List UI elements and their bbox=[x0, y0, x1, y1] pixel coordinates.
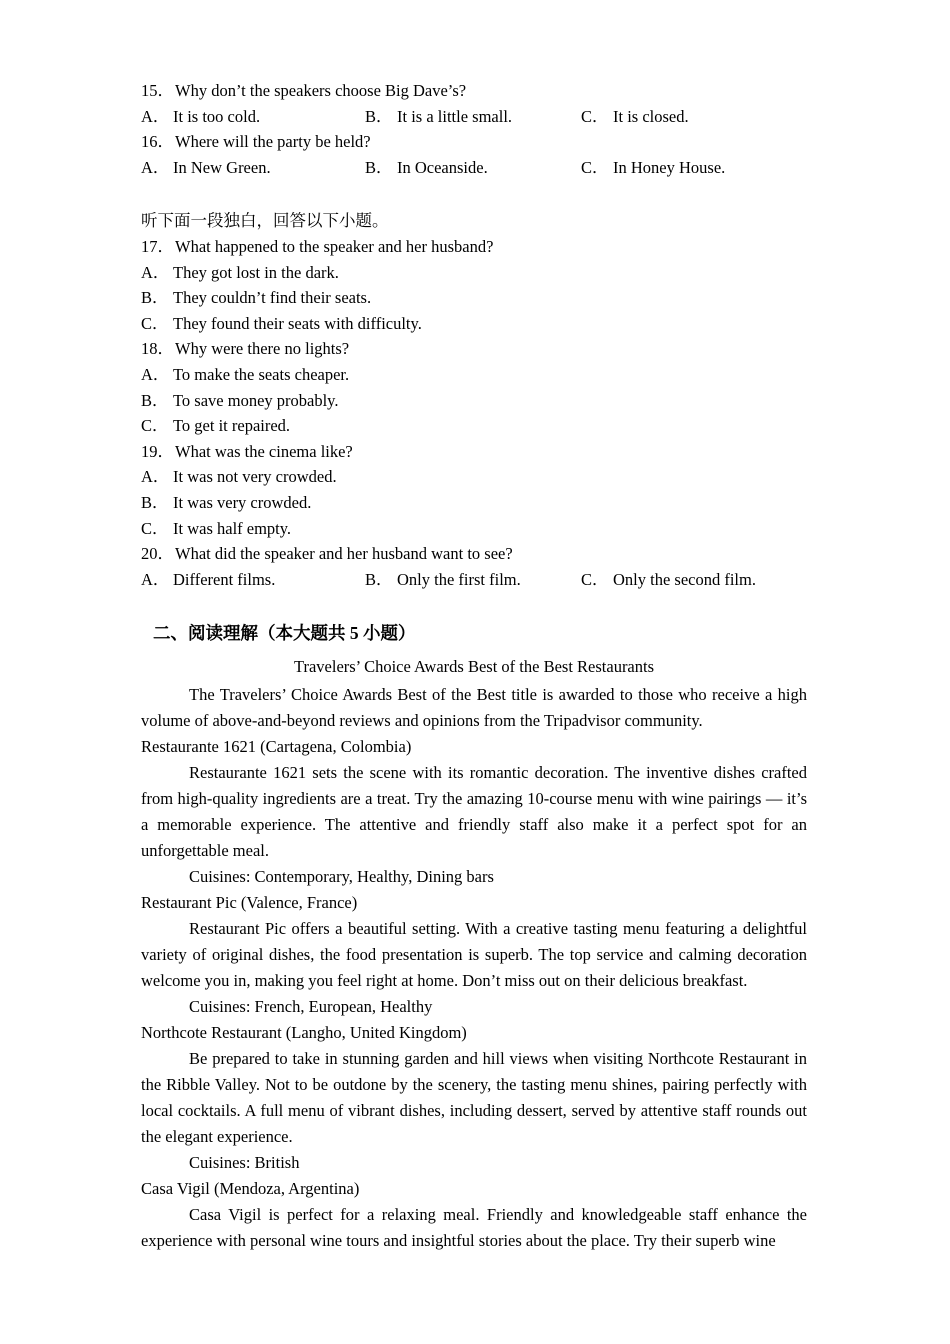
option-19-b[interactable]: B． It was very crowded. bbox=[141, 492, 312, 512]
option-17-b[interactable]: B． They couldn’t find their seats. bbox=[141, 288, 372, 308]
question-20-options bbox=[141, 567, 807, 593]
question-18-line bbox=[141, 336, 807, 362]
option-16-c[interactable]: C． In Honey House. bbox=[581, 157, 726, 177]
question-16-text: Where will the party be held? bbox=[175, 132, 371, 152]
restaurant-cuisines-1: Cuisines: Contemporary, Healthy, Dining bars bbox=[189, 867, 494, 887]
spacer-before-section bbox=[141, 592, 807, 614]
option-17-a[interactable]: A． They got lost in the dark. bbox=[141, 262, 339, 282]
option-18-a[interactable]: A． To make the seats cheaper. bbox=[141, 364, 350, 384]
question-18-text: Why were there no lights? bbox=[175, 339, 350, 359]
option-19-c[interactable]: C． It was half empty. bbox=[141, 518, 292, 538]
question-19-text: What was the cinema like? bbox=[175, 441, 353, 461]
restaurant-body-2: Restaurant Pic offers a beautiful setting. With a creative tasting menu featuring a delightful variety of original dishes, the food presentation is superb. The top service and calming decoration welcome you in, making you feel right at home. Don’t miss out on their delicious breakfast. bbox=[141, 919, 807, 991]
question-17-text: What happened to the speaker and her husband? bbox=[175, 236, 494, 256]
passage-intro: The Travelers’ Choice Awards Best of the Best title is awarded to those who receive a high volume of above-and-beyond reviews and opinions from the Tripadvisor community. bbox=[141, 685, 807, 731]
restaurant-heading-4: Casa Vigil (Mendoza, Argentina) bbox=[141, 1179, 360, 1199]
option-19-a[interactable]: A． It was not very crowded. bbox=[141, 467, 337, 487]
question-20-number: 20． bbox=[141, 544, 174, 564]
question-17-number: 17． bbox=[141, 236, 174, 256]
option-15-c[interactable]: C． It is closed. bbox=[581, 106, 689, 126]
question-15-line bbox=[141, 78, 807, 104]
question-15-text: Why don’t the speakers choose Big Dave’s? bbox=[175, 81, 467, 100]
question-17-line bbox=[141, 234, 807, 260]
section-heading-reading: 二、阅读理解（本大题共 5 小题） bbox=[153, 623, 416, 644]
page-content bbox=[141, 78, 807, 1254]
restaurant-cuisines-3: Cuisines: British bbox=[189, 1153, 300, 1173]
spacer-before-directive bbox=[141, 180, 807, 208]
option-15-a[interactable]: A． It is too cold. bbox=[141, 106, 261, 126]
question-16-line bbox=[141, 129, 807, 155]
question-18-number: 18． bbox=[141, 339, 174, 359]
question-16-number: 16． bbox=[141, 132, 174, 152]
restaurant-heading-2: Restaurant Pic (Valence, France) bbox=[141, 893, 358, 913]
option-18-b[interactable]: B． To save money probably. bbox=[141, 390, 339, 410]
restaurant-heading-3: Northcote Restaurant (Langho, United Kingdom) bbox=[141, 1023, 467, 1043]
question-19-number: 19． bbox=[141, 441, 174, 461]
passage-title: Travelers’ Choice Awards Best of the Best Restaurants bbox=[293, 657, 655, 677]
restaurant-body-3: Be prepared to take in stunning garden and hill views when visiting Northcote Restaurant in the Ribble Valley. Not to be outdone by the scenery, the tasting menu shines, pairing perfectly with local cocktails. A full menu of vibrant dishes, including dessert, served by attentive staff rounds out the elegant experience. bbox=[141, 1049, 807, 1147]
option-20-c[interactable]: C． Only the second film. bbox=[581, 569, 756, 589]
restaurant-heading-1: Restaurante 1621 (Cartagena, Colombia) bbox=[141, 737, 412, 757]
question-19-line bbox=[141, 439, 807, 465]
restaurant-body-1: Restaurante 1621 sets the scene with its romantic decoration. The inventive dishes crafted from high-quality ingredients are a treat. Try the amazing 10-course menu with wine pairings — it’s a memorable experience. The attentive and friendly staff also make it a perfect spot for an unforgettable meal. bbox=[141, 763, 807, 861]
question-20-line bbox=[141, 541, 807, 567]
restaurant-body-4: Casa Vigil is perfect for a relaxing meal. Friendly and knowledgeable staff enhance the experience with personal wine tours and insightful stories about the place. Try their superb wine bbox=[141, 1205, 807, 1251]
option-20-b[interactable]: B． Only the first film. bbox=[365, 569, 521, 589]
question-15-options bbox=[141, 104, 807, 130]
option-18-c[interactable]: C． To get it repaired. bbox=[141, 416, 291, 436]
listening-directive: 听下面一段独白，回答以下小题。 bbox=[141, 211, 389, 231]
restaurant-cuisines-2: Cuisines: French, European, Healthy bbox=[189, 997, 433, 1017]
option-15-b[interactable]: B． It is a little small. bbox=[365, 106, 513, 126]
option-16-a[interactable]: A． In New Green. bbox=[141, 157, 271, 177]
option-17-c[interactable]: C． They found their seats with difficulty. bbox=[141, 313, 422, 333]
question-20-text: What did the speaker and her husband want to see? bbox=[175, 544, 513, 564]
option-20-a[interactable]: A． Different films. bbox=[141, 569, 276, 589]
option-16-b[interactable]: B． In Oceanside. bbox=[365, 157, 488, 177]
question-16-options bbox=[141, 155, 807, 181]
question-15-number: 15． bbox=[141, 81, 174, 100]
